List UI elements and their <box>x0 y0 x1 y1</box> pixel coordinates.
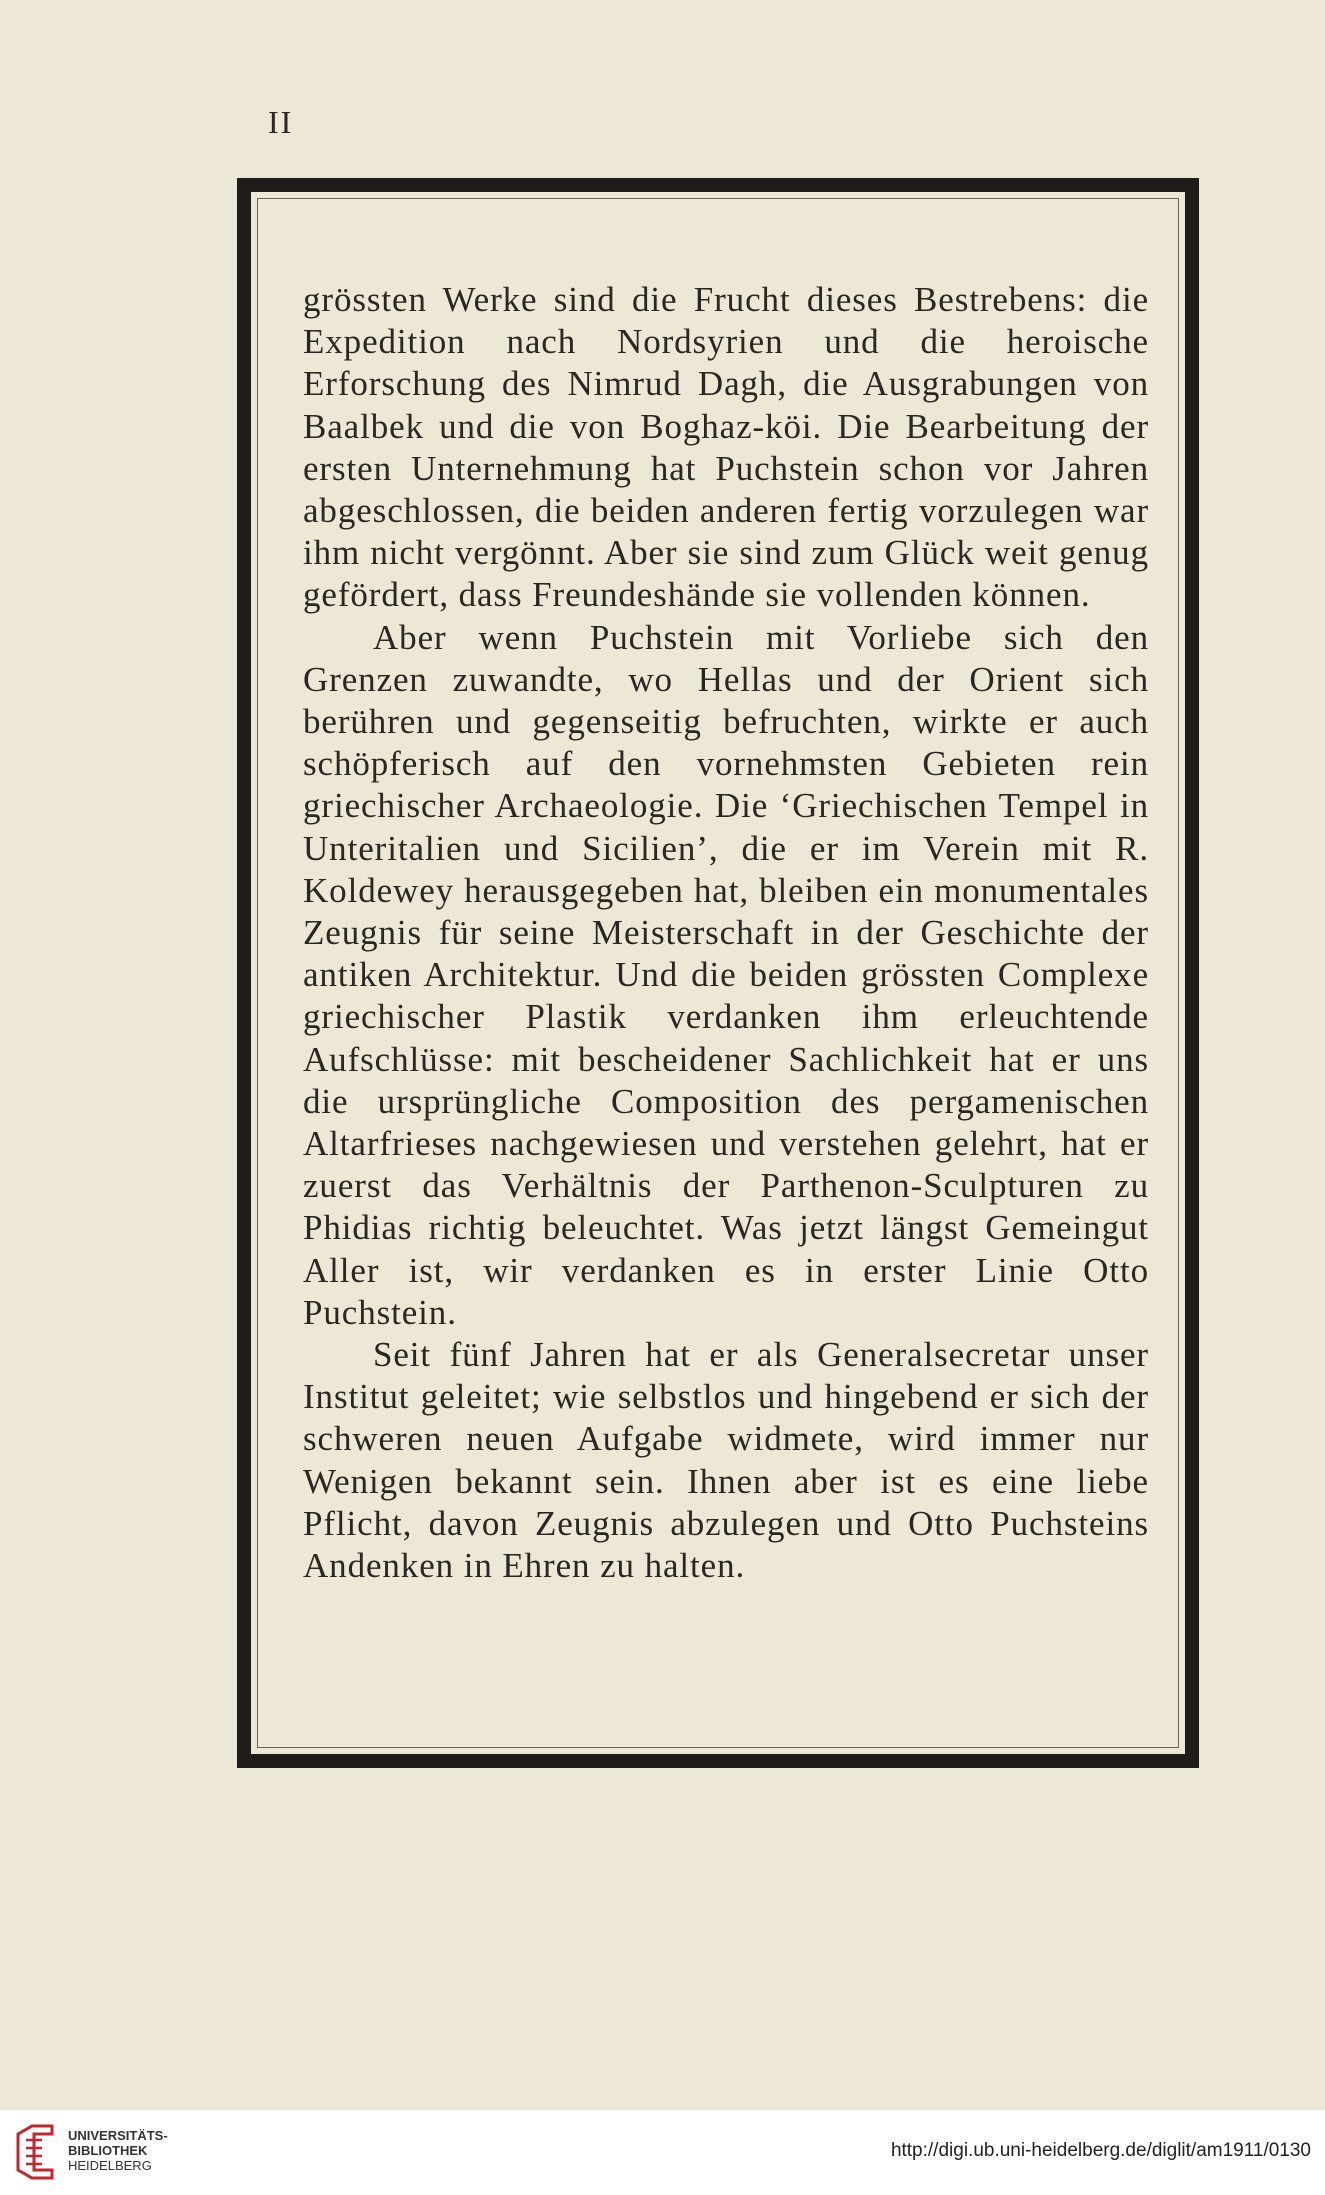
page-number: II <box>268 104 294 140</box>
digitization-footer <box>0 2110 1325 2195</box>
paragraph-1: grössten Werke sind die Frucht dieses Bestrebens: die Expedition nach Nordsyrien und die heroische Erforschung des Nimrud Dagh, die Ausgrabungen von Baalbek und die von Boghaz-köi. Die Bearbeitung der ersten Unternehmung hat Puchstein schon vor Jahren abgeschlossen, die beiden anderen fertig vorzulegen war ihm nicht vergönnt. Aber sie sind zum Glück weit genug gefördert, dass Freundeshände sie vollenden können. <box>303 280 1149 615</box>
library-name-line-3: HEIDELBERG <box>68 2158 152 2173</box>
library-logo-icon <box>12 2124 60 2180</box>
library-name <box>68 2128 168 2173</box>
library-name-line-2: BIBLIOTHEK <box>68 2143 148 2158</box>
body-text <box>303 279 1149 1587</box>
library-name-line-1: UNIVERSITÄTS- <box>68 2128 168 2143</box>
paragraph-3: Seit fünf Jahren hat er als Generalsecretar unser Institut geleitet; wie selbstlos und hingebend er sich der schweren neuen Aufgabe widmete, wird immer nur Wenigen bekannt sein. Ihnen aber ist es eine liebe Pflicht, davon Zeugnis abzulegen und Otto Puchsteins Andenken in Ehren zu halten. <box>303 1335 1149 1586</box>
source-url-link[interactable]: http://digi.ub.uni-heidelberg.de/diglit/am1911/0130 <box>890 2140 1311 2161</box>
paragraph-2: Aber wenn Puchstein mit Vorliebe sich den Grenzen zuwandte, wo Hellas und der Orient sich berühren und gegenseitig befruchten, wirkte er auch schöpferisch auf den vornehmsten Gebieten rein griechischer Archaeologie. Die ‘Griechischen Tempel in Unteritalien und Sicilien’, die er im Verein mit R. Koldewey herausgegeben hat, bleiben ein monumentales Zeugnis für seine Meisterschaft in der Geschichte der antiken Architektur. Und die beiden grössten Complexe griechischer Plastik verdanken ihm erleuchtende Aufschlüsse: mit bescheidener Sachlichkeit hat er uns die ursprüngliche Composition des pergamenischen Altarfrieses nachgewiesen und verstehen gelehrt, hat er zuerst das Verhältnis der Parthenon-Sculpturen zu Phidias richtig beleuchtet. Was jetzt längst Gemeingut Aller ist, wir verdanken es in erster Linie Otto Puchstein. <box>303 617 1149 1332</box>
